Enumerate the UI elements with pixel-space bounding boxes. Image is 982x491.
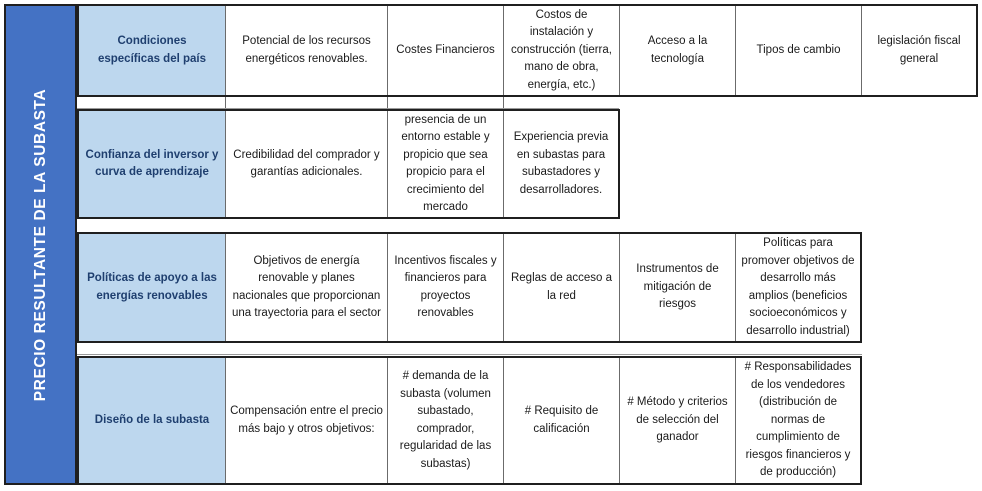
row-header-condiciones: Condiciones específicas del país xyxy=(79,6,225,95)
table-cell: presencia de un entorno estable y propicio que sea propicio para el crecimiento del mercado xyxy=(387,111,503,217)
table-cell: Tipos de cambio xyxy=(735,6,861,95)
table-cell: Experiencia previa en subastas para subastadores y desarrolladores. xyxy=(503,111,618,217)
table-cell: Acceso a la tecnología xyxy=(619,6,735,95)
table-cell: # Requisito de calificación xyxy=(503,358,619,483)
table-cell: Costos de instalación y construcción (tierra, mano de obra, energía, etc.) xyxy=(503,6,619,95)
row-header-diseno: Diseño de la subasta xyxy=(79,358,225,483)
table-cell: Incentivos fiscales y financieros para proyectos renovables xyxy=(387,234,503,341)
table-cell: Compensación entre el precio más bajo y otros objetivos: xyxy=(225,358,387,483)
side-banner xyxy=(4,4,77,485)
table-cell: # demanda de la subasta (volumen subastado, comprador, regularidad de las subastas) xyxy=(387,358,503,483)
row-divider xyxy=(77,354,862,355)
side-banner-title: PRECIO RESULTANTE DE LA SUBASTA xyxy=(31,88,49,401)
table-cell: Potencial de los recursos energéticos renovables. xyxy=(225,6,387,95)
table-cell: Costes Financieros xyxy=(387,6,503,95)
table-cell: # Método y criterios de selección del ganador xyxy=(619,358,735,483)
table-cell: legislación fiscal general xyxy=(861,6,976,95)
table-cell: Instrumentos de mitigación de riesgos xyxy=(619,234,735,341)
column-stub xyxy=(503,97,504,108)
table-cell: Políticas para promover objetivos de desarrollo más amplios (beneficios socioeconómicos y desarrollo industrial) xyxy=(735,234,860,341)
column-stub xyxy=(225,97,226,108)
row-header-confianza: Confianza del inversor y curva de aprendizaje xyxy=(79,111,225,217)
table-cell: # Responsabilidades de los vendedores (distribución de normas de cumplimiento de riesgos financieros y de producción) xyxy=(735,358,860,483)
table-cell: Reglas de acceso a la red xyxy=(503,234,619,341)
column-stub xyxy=(387,97,388,108)
table-cell: Objetivos de energía renovable y planes nacionales que proporcionan una trayectoria para el sector xyxy=(225,234,387,341)
row-header-politicas: Políticas de apoyo a las energías renovables xyxy=(79,234,225,341)
table-cell: Credibilidad del comprador y garantías adicionales. xyxy=(225,111,387,217)
